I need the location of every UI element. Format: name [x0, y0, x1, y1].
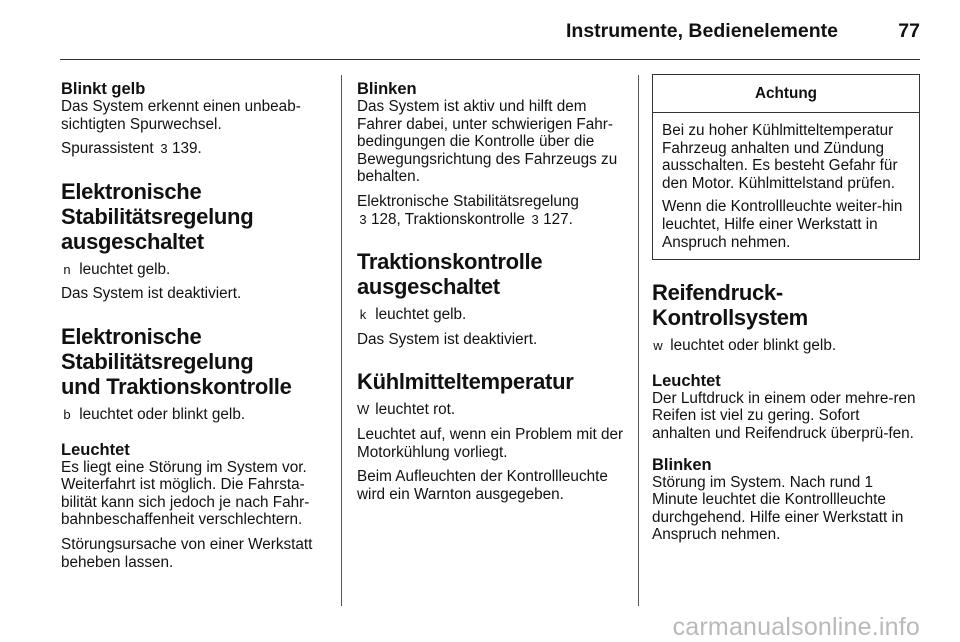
section-title: Instrumente, Bedienelemente [566, 20, 838, 42]
blinken-heading: Blinken [357, 80, 417, 98]
coolant-temperature-icon: W [357, 402, 370, 418]
esc-off-deactivated: Das System ist deaktiviert. [61, 285, 242, 303]
tc-off-icon: k [359, 307, 367, 323]
warning-box [652, 74, 920, 260]
tc-off-deactivated: Das System ist deaktiviert. [357, 330, 538, 348]
esc-off-text: leuchtet gelb. [79, 260, 171, 278]
warning-text-2: Wenn die Kontrollleuchte weiter-hin leuchtet, Hilfe einer Werkstatt in Anspruch nehmen. [662, 198, 903, 251]
esc-tc-heading: Elektronische Stabilitätsregelung und Traktionskontrolle [61, 323, 292, 399]
tire-pressure-icon: w [653, 338, 663, 354]
ref-text-1: 128, Traktionskontrolle [371, 210, 525, 228]
column-1 [61, 80, 333, 578]
stoerung-text: Störungsursache von einer Werkstatt beheben lassen. [61, 535, 313, 571]
cross-reference [357, 193, 629, 228]
tpms-text: leuchtet oder blinkt gelb. [670, 337, 837, 355]
header-rule [60, 59, 920, 60]
warning-title: Achtung [653, 75, 919, 113]
tpms-indicator [652, 337, 920, 355]
page-ref-arrow-icon: 3 [359, 211, 367, 227]
column-divider-1 [341, 75, 342, 606]
coolant-heading: Kühlmitteltemperatur [357, 369, 574, 395]
esc-off-indicator [61, 261, 333, 279]
column-3 [652, 80, 920, 551]
ref-line-1: Elektronische Stabilitätsregelung [357, 192, 579, 210]
coolant-indicator [357, 401, 629, 419]
blinken-text: Das System ist aktiv und hilft dem Fahrer dabei, unter schwierigen Fahr-bedingungen die Kontrolle über die Bewegungsrichtung des Fahrzeugs zu behalten. [357, 98, 618, 186]
leuchtet-heading: Leuchtet [61, 440, 130, 459]
coolant-warning: Beim Aufleuchten der Kontrollleuchte wird ein Warnton ausgegeben. [357, 468, 608, 503]
column-2 [357, 80, 629, 510]
column-divider-2 [638, 75, 639, 606]
tpms-leuchtet-heading: Leuchtet [652, 371, 721, 390]
warning-text-1: Bei zu hoher Kühlmitteltemperatur Fahrzeug anhalten und Zündung ausschalten. Es besteht Gefahr für den Motor. Kühlmittelstand prüfen. [662, 122, 898, 192]
spurassistent-label: Spurassistent [61, 140, 154, 158]
esc-tc-text: leuchtet oder blinkt gelb. [79, 405, 246, 423]
spurassistent-page: 139. [171, 140, 202, 158]
coolant-description: Leuchtet auf, wenn ein Problem mit der Motorkühlung vorliegt. [357, 425, 624, 461]
tc-off-heading: Traktionskontrolle ausgeschaltet [357, 249, 543, 300]
page-header [0, 0, 960, 60]
page-ref-arrow-icon: 3 [531, 211, 539, 227]
tpms-leuchtet-text: Der Luftdruck in einem oder mehre-ren Reifen ist viel zu gering. Sofort anhalten und Reifendruck überprü-fen. [652, 389, 916, 442]
esc-off-icon: n [63, 261, 71, 277]
tpms-blinken-text: Störung im System. Nach rund 1 Minute leuchtet die Kontrollleuchte durchgehend. Hilfe einer Werkstatt in Anspruch nehmen. [652, 473, 904, 544]
coolant-text: leuchtet rot. [375, 401, 456, 419]
ref-text-2: 127. [543, 210, 573, 228]
spurassistent-reference [61, 140, 333, 158]
warning-body [653, 113, 919, 259]
page-number: 77 [898, 20, 920, 42]
tc-off-text: leuchtet gelb. [375, 306, 467, 324]
esc-tc-icon: b [63, 406, 71, 422]
esc-tc-indicator [61, 406, 333, 424]
esc-off-heading: Elektronische Stabilitätsregelung ausgeschaltet [61, 178, 254, 254]
leuchtet-text: Es liegt eine Störung im System vor. Weiterfahrt ist möglich. Die Fahrsta-bilität kann sich jedoch je nach Fahr-bahnbeschaffenheit verschlechtern. [61, 458, 310, 529]
watermark: carmanualsonline.info [672, 613, 920, 641]
tpms-heading: Reifendruck-Kontrollsystem [652, 280, 808, 331]
tpms-blinken-heading: Blinken [652, 455, 712, 474]
blinkt-gelb-text: Das System erkennt einen unbeab-sichtigten Spurwechsel. [61, 98, 301, 133]
blinkt-gelb-heading: Blinkt gelb [61, 80, 146, 98]
page-ref-arrow-icon: 3 [160, 141, 168, 157]
tc-off-indicator [357, 306, 629, 324]
